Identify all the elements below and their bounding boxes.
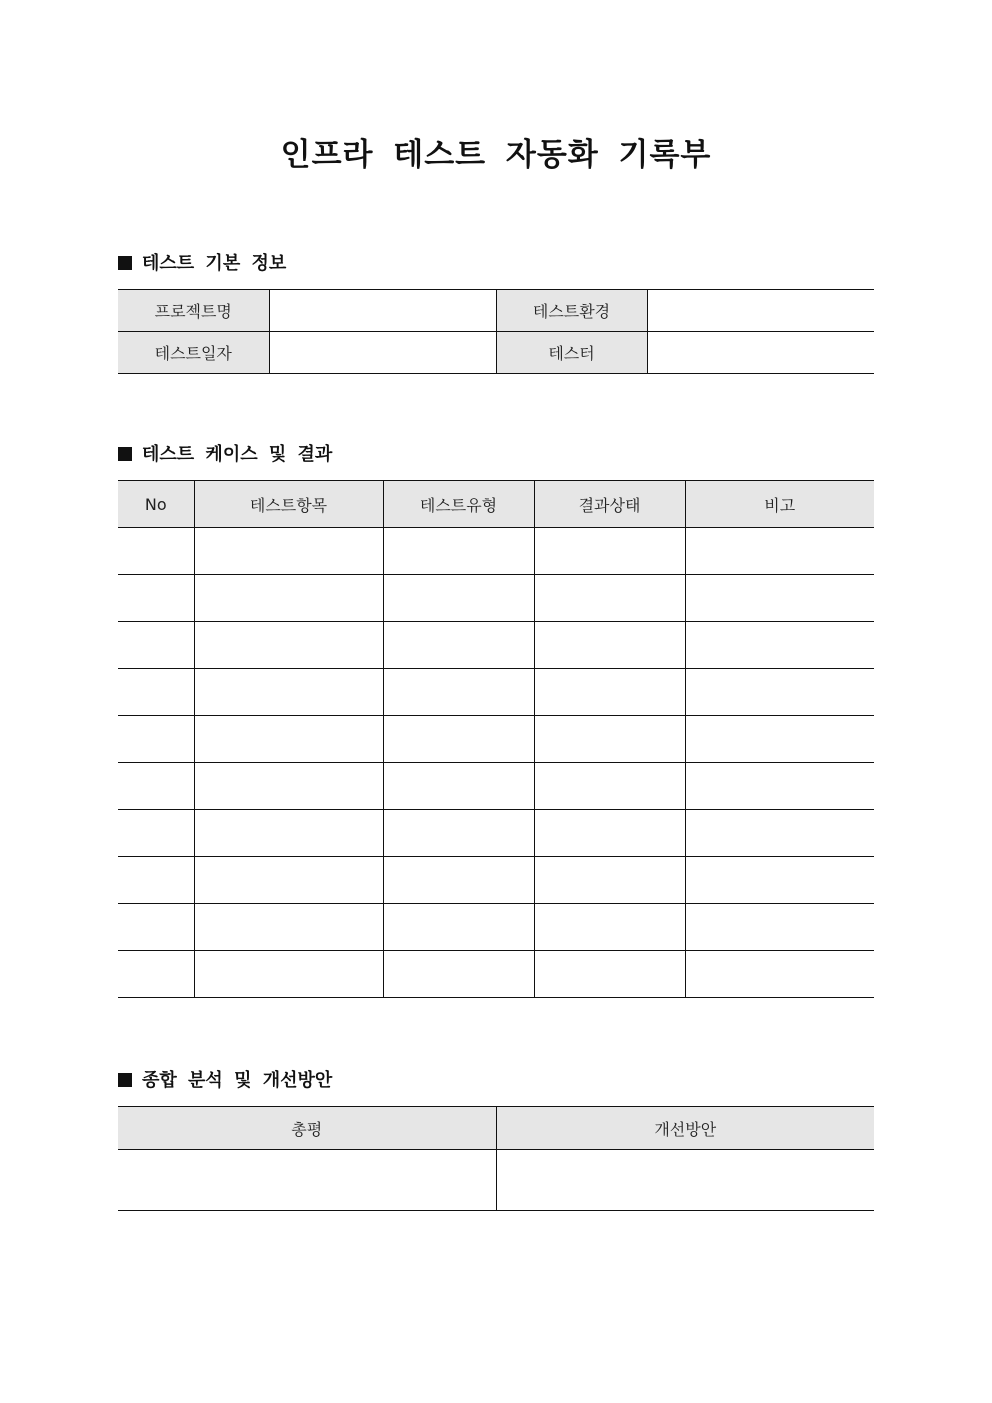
remarks-cell[interactable] <box>685 575 874 622</box>
table-row <box>118 857 874 904</box>
project-name-label: 프로젝트명 <box>118 290 269 332</box>
test-type-cell[interactable] <box>383 904 534 951</box>
result-status-cell[interactable] <box>534 716 685 763</box>
improvement-plan-field[interactable] <box>496 1150 874 1211</box>
remarks-cell[interactable] <box>685 669 874 716</box>
result-status-cell[interactable] <box>534 528 685 575</box>
result-status-cell[interactable] <box>534 622 685 669</box>
column-header-remarks: 비고 <box>685 481 874 528</box>
no-cell[interactable] <box>118 904 194 951</box>
test-type-cell[interactable] <box>383 857 534 904</box>
basic-info-table <box>118 289 874 374</box>
no-cell[interactable] <box>118 622 194 669</box>
test-type-cell[interactable] <box>383 810 534 857</box>
section-heading-summary <box>118 1069 332 1093</box>
remarks-cell[interactable] <box>685 951 874 998</box>
section-heading-basic-info <box>118 252 286 276</box>
table-row <box>118 716 874 763</box>
table-row <box>118 951 874 998</box>
remarks-cell[interactable] <box>685 857 874 904</box>
column-header-test-item: 테스트항목 <box>194 481 383 528</box>
remarks-cell[interactable] <box>685 810 874 857</box>
table-header-row <box>118 481 874 528</box>
summary-table <box>118 1106 874 1211</box>
table-header-row <box>118 1107 874 1150</box>
test-item-cell[interactable] <box>194 528 383 575</box>
table-row <box>118 332 874 374</box>
table-row <box>118 1150 874 1211</box>
test-type-cell[interactable] <box>383 763 534 810</box>
result-status-cell[interactable] <box>534 904 685 951</box>
result-status-cell[interactable] <box>534 669 685 716</box>
section-heading-test-cases <box>118 443 332 467</box>
table-row <box>118 575 874 622</box>
test-type-cell[interactable] <box>383 716 534 763</box>
test-date-label: 테스트일자 <box>118 332 269 374</box>
table-row <box>118 669 874 716</box>
column-header-overall-review: 총평 <box>118 1107 496 1150</box>
test-environment-label: 테스트환경 <box>496 290 647 332</box>
column-header-result-status: 결과상태 <box>534 481 685 528</box>
table-row <box>118 810 874 857</box>
remarks-cell[interactable] <box>685 622 874 669</box>
no-cell[interactable] <box>118 951 194 998</box>
tester-field[interactable] <box>647 332 874 374</box>
test-item-cell[interactable] <box>194 857 383 904</box>
test-date-field[interactable] <box>269 332 496 374</box>
test-environment-field[interactable] <box>647 290 874 332</box>
column-header-test-type: 테스트유형 <box>383 481 534 528</box>
table-row <box>118 528 874 575</box>
table-row <box>118 290 874 332</box>
no-cell[interactable] <box>118 763 194 810</box>
test-type-cell[interactable] <box>383 575 534 622</box>
square-bullet-icon <box>118 256 132 270</box>
section-title: 테스트 기본 정보 <box>142 253 287 274</box>
table-row <box>118 622 874 669</box>
column-header-no: No <box>118 481 194 528</box>
test-type-cell[interactable] <box>383 669 534 716</box>
document-title: 인프라 테스트 자동화 기록부 <box>280 137 712 173</box>
result-status-cell[interactable] <box>534 575 685 622</box>
result-status-cell[interactable] <box>534 763 685 810</box>
test-cases-table <box>118 480 874 998</box>
test-type-cell[interactable] <box>383 622 534 669</box>
result-status-cell[interactable] <box>534 951 685 998</box>
no-cell[interactable] <box>118 575 194 622</box>
no-cell[interactable] <box>118 810 194 857</box>
result-status-cell[interactable] <box>534 857 685 904</box>
test-item-cell[interactable] <box>194 951 383 998</box>
square-bullet-icon <box>118 447 132 461</box>
remarks-cell[interactable] <box>685 716 874 763</box>
section-title: 종합 분석 및 개선방안 <box>142 1070 333 1091</box>
table-row <box>118 904 874 951</box>
section-title: 테스트 케이스 및 결과 <box>142 444 333 465</box>
test-item-cell[interactable] <box>194 622 383 669</box>
no-cell[interactable] <box>118 669 194 716</box>
test-type-cell[interactable] <box>383 951 534 998</box>
remarks-cell[interactable] <box>685 763 874 810</box>
square-bullet-icon <box>118 1073 132 1087</box>
table-row <box>118 763 874 810</box>
overall-review-field[interactable] <box>118 1150 496 1211</box>
remarks-cell[interactable] <box>685 904 874 951</box>
no-cell[interactable] <box>118 528 194 575</box>
tester-label: 테스터 <box>496 332 647 374</box>
no-cell[interactable] <box>118 857 194 904</box>
result-status-cell[interactable] <box>534 810 685 857</box>
test-item-cell[interactable] <box>194 904 383 951</box>
test-type-cell[interactable] <box>383 528 534 575</box>
test-item-cell[interactable] <box>194 716 383 763</box>
no-cell[interactable] <box>118 716 194 763</box>
test-item-cell[interactable] <box>194 763 383 810</box>
project-name-field[interactable] <box>269 290 496 332</box>
test-item-cell[interactable] <box>194 669 383 716</box>
test-item-cell[interactable] <box>194 810 383 857</box>
remarks-cell[interactable] <box>685 528 874 575</box>
test-item-cell[interactable] <box>194 575 383 622</box>
column-header-improvement-plan: 개선방안 <box>496 1107 874 1150</box>
